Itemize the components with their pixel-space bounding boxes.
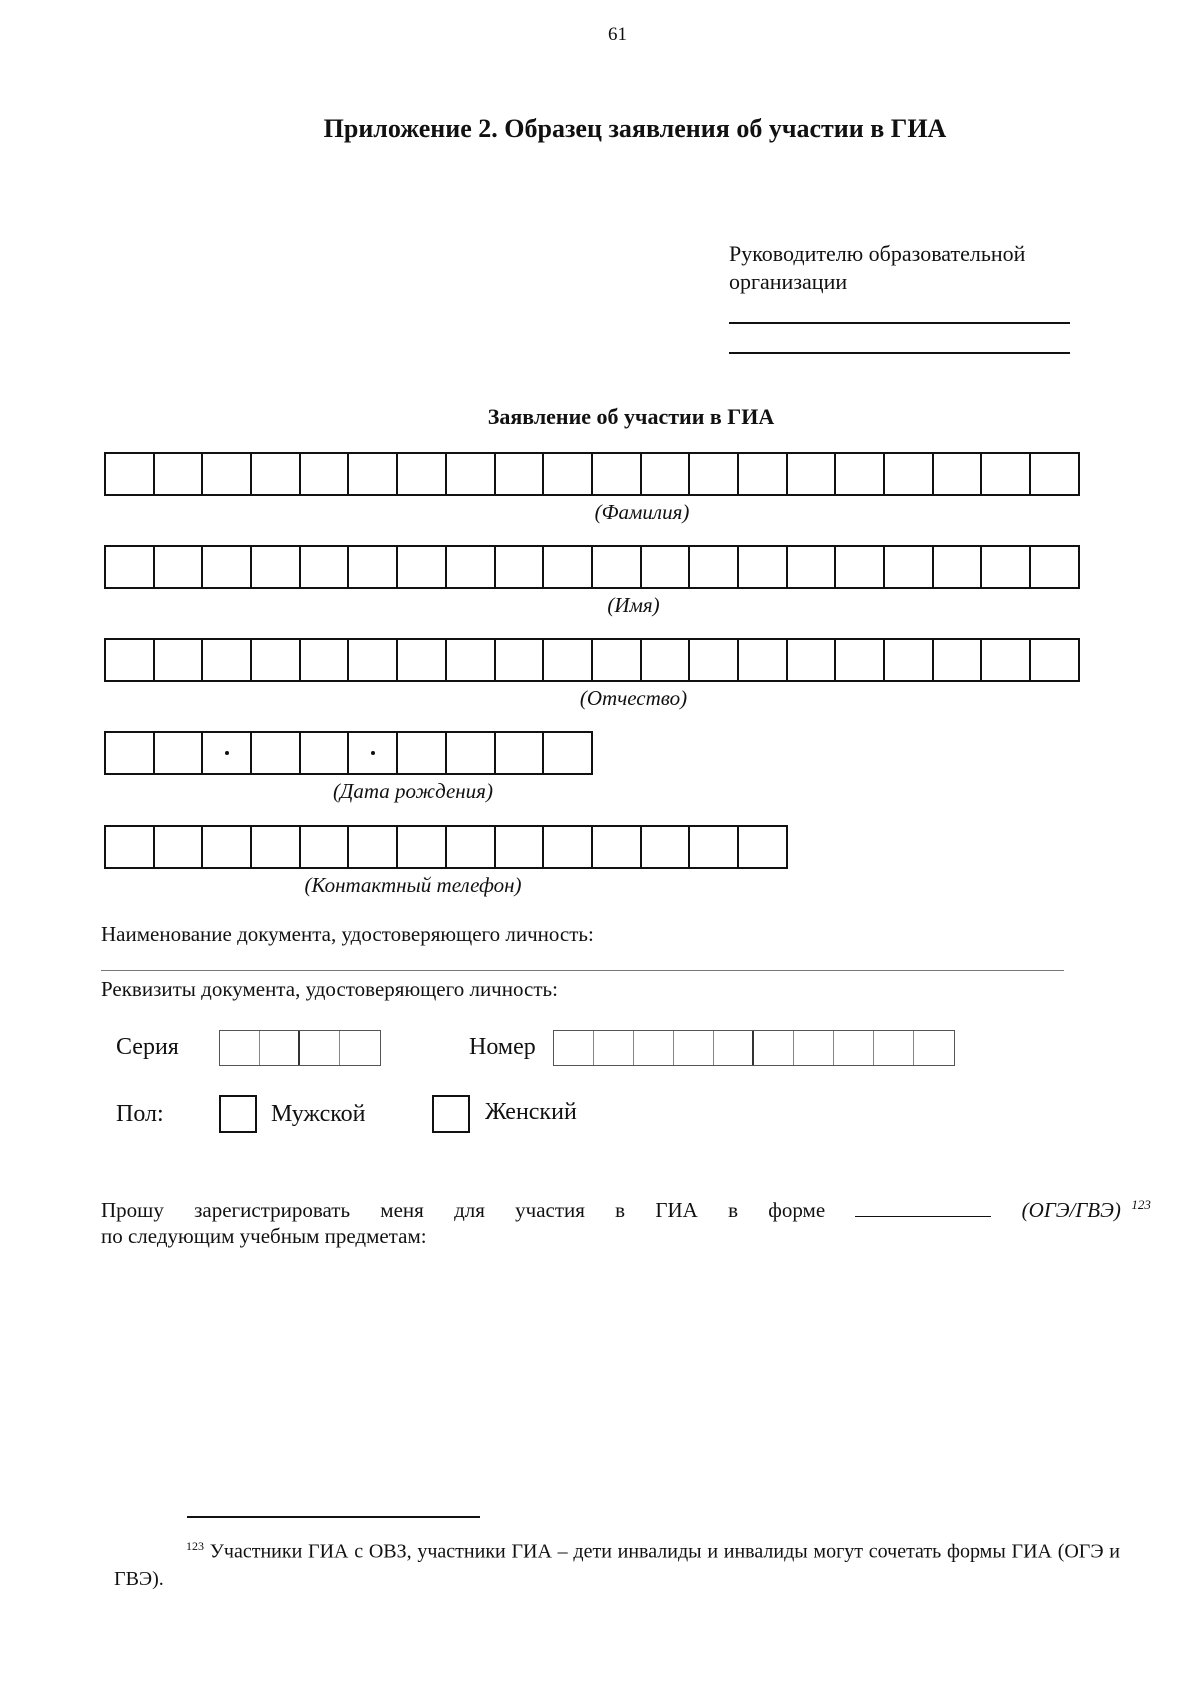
- input-cell[interactable]: [982, 640, 1031, 680]
- male-checkbox[interactable]: [219, 1095, 257, 1133]
- male-label: Мужской: [271, 1101, 366, 1127]
- series-cells[interactable]: [219, 1030, 381, 1066]
- request-word: Прошу: [101, 1198, 164, 1222]
- input-cell[interactable]: [594, 1031, 634, 1065]
- input-cell[interactable]: [447, 454, 496, 494]
- input-cell[interactable]: [934, 547, 983, 587]
- input-cell[interactable]: [447, 733, 496, 773]
- input-cell[interactable]: [496, 733, 545, 773]
- input-cell[interactable]: [349, 733, 398, 773]
- input-cell[interactable]: [714, 1031, 754, 1065]
- input-cell[interactable]: [252, 640, 301, 680]
- input-cell[interactable]: [106, 547, 155, 587]
- input-cell[interactable]: [885, 454, 934, 494]
- input-cell[interactable]: [340, 1031, 380, 1065]
- birthdate-cells[interactable]: [104, 731, 593, 775]
- input-cell[interactable]: [739, 547, 788, 587]
- input-cell[interactable]: [982, 547, 1031, 587]
- input-cell[interactable]: [398, 640, 447, 680]
- input-cell[interactable]: [544, 454, 593, 494]
- input-cell[interactable]: [739, 454, 788, 494]
- input-cell[interactable]: [203, 454, 252, 494]
- exam-form-options: [1022, 1192, 1151, 1223]
- input-cell[interactable]: [106, 454, 155, 494]
- input-cell[interactable]: [788, 454, 837, 494]
- female-checkbox[interactable]: [432, 1095, 470, 1133]
- input-cell[interactable]: [203, 827, 252, 867]
- input-cell[interactable]: [1031, 454, 1080, 494]
- input-cell[interactable]: [155, 454, 204, 494]
- request-word: ГИА: [655, 1198, 698, 1222]
- input-cell[interactable]: [593, 827, 642, 867]
- document-name-label: Наименование документа, удостоверяющего личность:: [101, 922, 594, 946]
- document-details-label: Реквизиты документа, удостоверяющего личность:: [101, 977, 558, 1001]
- input-cell[interactable]: [982, 454, 1031, 494]
- name-cells[interactable]: [104, 545, 1080, 589]
- input-cell[interactable]: [690, 454, 739, 494]
- page-number: 61: [608, 24, 627, 45]
- number-cells[interactable]: [553, 1030, 955, 1066]
- input-cell[interactable]: [496, 827, 545, 867]
- input-cell[interactable]: [593, 640, 642, 680]
- request-word: меня: [380, 1198, 424, 1222]
- phone-cells[interactable]: [104, 825, 788, 869]
- input-cell[interactable]: [836, 547, 885, 587]
- form-title: Заявление об участии в ГИА: [487, 404, 775, 429]
- input-cell[interactable]: [674, 1031, 714, 1065]
- input-cell[interactable]: [447, 640, 496, 680]
- request-word: участия: [515, 1198, 585, 1222]
- input-cell[interactable]: [106, 733, 155, 773]
- input-cell[interactable]: [349, 640, 398, 680]
- addressee-block: [729, 240, 1025, 296]
- input-cell[interactable]: [914, 1031, 954, 1065]
- footnote-separator: [187, 1516, 480, 1518]
- footnote-number: 123: [186, 1539, 204, 1553]
- series-label: Серия: [116, 1034, 179, 1060]
- request-word: зарегистрировать: [194, 1198, 351, 1222]
- input-cell[interactable]: [544, 640, 593, 680]
- input-cell[interactable]: [642, 454, 691, 494]
- input-cell[interactable]: [885, 547, 934, 587]
- input-cell[interactable]: [642, 640, 691, 680]
- input-cell[interactable]: [496, 547, 545, 587]
- request-word: в: [615, 1198, 626, 1222]
- addressee-line-2: организации: [729, 269, 848, 294]
- input-cell[interactable]: [1031, 640, 1080, 680]
- input-cell[interactable]: [690, 547, 739, 587]
- input-cell[interactable]: [349, 454, 398, 494]
- input-cell[interactable]: [447, 827, 496, 867]
- input-cell[interactable]: [398, 547, 447, 587]
- registration-request: [101, 1192, 1151, 1249]
- input-cell[interactable]: [788, 547, 837, 587]
- input-cell[interactable]: [544, 547, 593, 587]
- input-cell[interactable]: [155, 827, 204, 867]
- input-cell[interactable]: [106, 640, 155, 680]
- female-label: Женский: [485, 1099, 577, 1125]
- page-title: Приложение 2. Образец заявления об участии в ГИА: [323, 114, 947, 143]
- surname-cells[interactable]: [104, 452, 1080, 496]
- input-cell[interactable]: [496, 640, 545, 680]
- input-cell[interactable]: [252, 547, 301, 587]
- input-cell[interactable]: [885, 640, 934, 680]
- input-cell[interactable]: [593, 547, 642, 587]
- input-cell[interactable]: [934, 640, 983, 680]
- number-label: Номер: [469, 1034, 536, 1060]
- input-cell[interactable]: [398, 733, 447, 773]
- patronymic-cells[interactable]: [104, 638, 1080, 682]
- input-cell[interactable]: [252, 733, 301, 773]
- input-cell[interactable]: [155, 640, 204, 680]
- input-cell[interactable]: [155, 733, 204, 773]
- input-cell[interactable]: [593, 454, 642, 494]
- input-cell[interactable]: [788, 640, 837, 680]
- patronymic-caption: (Отчество): [579, 686, 688, 710]
- input-cell[interactable]: [301, 640, 350, 680]
- input-cell[interactable]: [834, 1031, 874, 1065]
- footnote: [114, 1533, 1120, 1593]
- input-cell[interactable]: [301, 547, 350, 587]
- footnote-text: Участники ГИА с ОВЗ, участники ГИА – дети инвалиды и инвалиды могут сочетать формы ГИА (ОГЭ и ГВЭ).: [114, 1540, 1120, 1590]
- input-cell[interactable]: [300, 1031, 340, 1065]
- input-cell[interactable]: [836, 640, 885, 680]
- input-cell[interactable]: [252, 827, 301, 867]
- input-cell[interactable]: [349, 827, 398, 867]
- input-cell[interactable]: [874, 1031, 914, 1065]
- input-cell[interactable]: [398, 827, 447, 867]
- input-cell[interactable]: [447, 547, 496, 587]
- input-cell[interactable]: [754, 1031, 794, 1065]
- input-cell[interactable]: [634, 1031, 674, 1065]
- request-word: форме: [768, 1198, 826, 1222]
- request-line-1: [101, 1192, 1151, 1223]
- input-cell[interactable]: [739, 827, 788, 867]
- input-cell[interactable]: [554, 1031, 594, 1065]
- input-cell[interactable]: [739, 640, 788, 680]
- request-line-2: по следующим учебным предметам:: [101, 1224, 427, 1248]
- birthdate-caption: (Дата рождения): [333, 779, 493, 803]
- input-cell[interactable]: [349, 547, 398, 587]
- input-cell[interactable]: [203, 640, 252, 680]
- input-cell[interactable]: [544, 733, 593, 773]
- input-cell[interactable]: [836, 454, 885, 494]
- surname-caption: (Фамилия): [594, 500, 690, 524]
- input-cell[interactable]: [1031, 547, 1080, 587]
- addressee-line-1: Руководителю образовательной: [729, 241, 1026, 266]
- footnote-reference: 123: [1131, 1197, 1151, 1212]
- input-cell[interactable]: [301, 827, 350, 867]
- input-cell[interactable]: [496, 454, 545, 494]
- input-cell[interactable]: [690, 640, 739, 680]
- input-cell[interactable]: [934, 454, 983, 494]
- name-caption: (Имя): [607, 593, 660, 617]
- input-cell[interactable]: [301, 454, 350, 494]
- input-cell[interactable]: [203, 733, 252, 773]
- input-cell[interactable]: [252, 454, 301, 494]
- input-cell[interactable]: [690, 827, 739, 867]
- input-cell[interactable]: [220, 1031, 260, 1065]
- input-cell[interactable]: [642, 547, 691, 587]
- phone-caption: (Контактный телефон): [304, 873, 522, 897]
- input-cell[interactable]: [398, 454, 447, 494]
- input-cell[interactable]: [203, 547, 252, 587]
- input-cell[interactable]: [260, 1031, 300, 1065]
- request-word: в: [728, 1198, 738, 1222]
- addressee-blank-line-1[interactable]: [729, 322, 1070, 324]
- input-cell[interactable]: [544, 827, 593, 867]
- gender-label: Пол:: [116, 1101, 164, 1127]
- request-word: для: [454, 1198, 485, 1222]
- input-cell[interactable]: [794, 1031, 834, 1065]
- exam-form-blank[interactable]: [855, 1198, 991, 1217]
- document-name-line[interactable]: [101, 970, 1064, 971]
- input-cell[interactable]: [155, 547, 204, 587]
- input-cell[interactable]: [106, 827, 155, 867]
- input-cell[interactable]: [642, 827, 691, 867]
- addressee-blank-line-2[interactable]: [729, 352, 1070, 354]
- exam-form-options-text: (ОГЭ/ГВЭ): [1021, 1198, 1121, 1222]
- input-cell[interactable]: [301, 733, 350, 773]
